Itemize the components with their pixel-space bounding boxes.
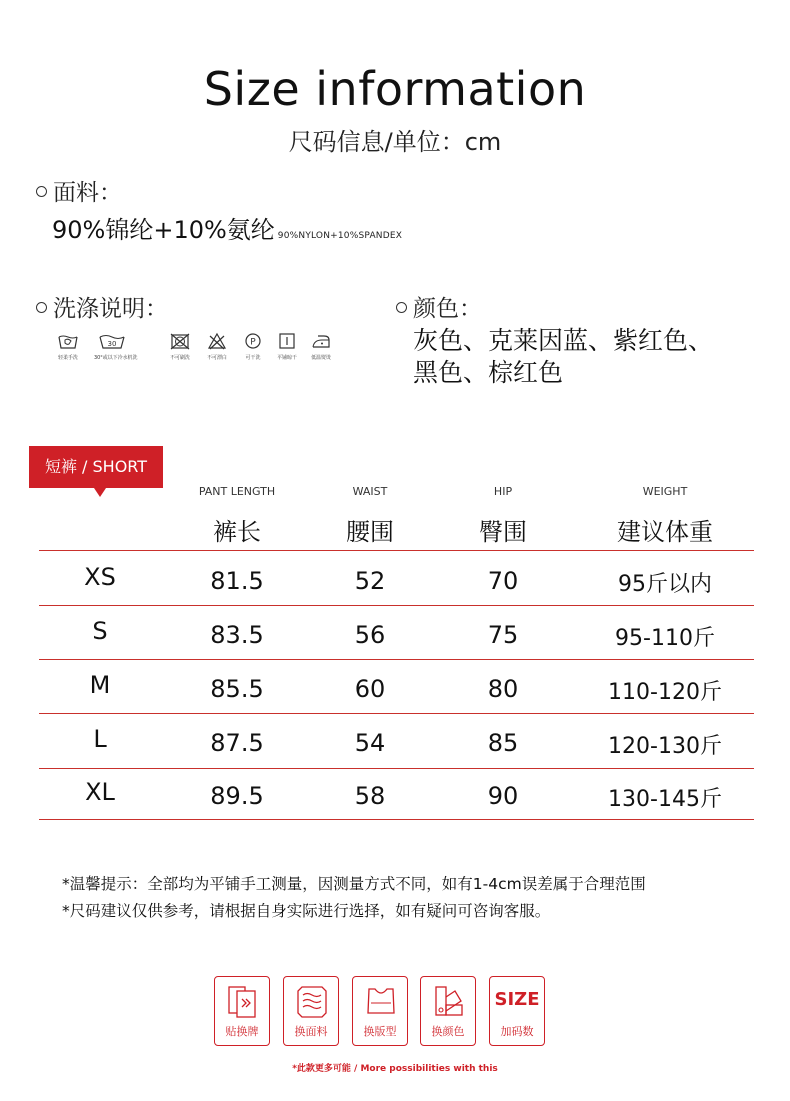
table-row xyxy=(0,778,790,814)
col-en-weight: WEIGHT xyxy=(642,485,688,498)
cell-hip: 70 xyxy=(487,567,519,595)
option-label: 加码数 xyxy=(500,1025,534,1038)
option-label: 换颜色 xyxy=(431,1025,465,1038)
no-bleach-icon xyxy=(207,332,227,350)
page-title: Size information xyxy=(203,62,587,116)
col-en-length: PANT LENGTH xyxy=(198,485,276,498)
table-rule xyxy=(39,605,754,606)
col-cn-weight: 建议体重 xyxy=(617,518,713,546)
option-color[interactable] xyxy=(420,976,476,1046)
wash-label: 30°或以下冷水机洗 xyxy=(94,355,138,361)
footer-note: *此款更多可能 / More possibilities with this xyxy=(292,1064,498,1074)
fabric-swatch-icon xyxy=(292,983,332,1021)
cell-weight: 120-130斤 xyxy=(608,734,722,759)
note-measurement: *温馨提示：全部均为平铺手工测量，因测量方式不同，如有1-4cm误差属于合理范围 xyxy=(62,875,646,893)
table-row xyxy=(0,617,790,653)
table-row xyxy=(0,563,790,599)
short-tag: 短裤 / SHORT xyxy=(29,446,163,488)
col-cn-length: 裤长 xyxy=(213,518,261,546)
option-label: 换版型 xyxy=(363,1025,397,1038)
cell-length: 87.5 xyxy=(210,729,264,757)
cell-length: 83.5 xyxy=(210,621,264,649)
colors-heading-label: 颜色： xyxy=(413,296,482,322)
option-size[interactable] xyxy=(489,976,545,1046)
col-en-waist: WAIST xyxy=(352,485,388,498)
dry-clean-p-icon xyxy=(243,332,263,350)
cell-weight: 95斤以内 xyxy=(618,572,712,597)
iron-low-icon xyxy=(310,332,332,350)
machine-wash-30-icon xyxy=(98,332,126,350)
size-icon: SIZE xyxy=(494,989,540,1010)
colors-line-1: 灰色、克莱因蓝、紫红色、 xyxy=(413,326,714,355)
colors-list xyxy=(413,325,753,389)
bullet-icon xyxy=(36,186,47,197)
cell-hip: 90 xyxy=(487,782,519,810)
wash-label: 平铺晾干 xyxy=(277,355,297,361)
wash-icons xyxy=(48,332,348,372)
option-label-tag[interactable] xyxy=(214,976,270,1046)
wash-item xyxy=(301,332,341,361)
cell-length: 89.5 xyxy=(210,782,264,810)
fabric-composition xyxy=(52,210,402,245)
fabric-heading xyxy=(36,174,122,207)
table-rule xyxy=(39,768,754,769)
cell-size: L xyxy=(93,725,107,753)
cell-waist: 52 xyxy=(354,567,386,595)
cell-size: M xyxy=(89,671,111,699)
wash-item xyxy=(92,332,138,361)
table-row xyxy=(0,671,790,707)
fabric-heading-label: 面料： xyxy=(53,180,122,206)
cell-hip: 85 xyxy=(487,729,519,757)
wash-item xyxy=(160,332,200,361)
wash-label: 轻柔手洗 xyxy=(58,355,78,361)
wash-item xyxy=(197,332,237,361)
option-label: 贴换牌 xyxy=(225,1025,259,1038)
cell-size: S xyxy=(92,617,108,645)
cell-length: 85.5 xyxy=(210,675,264,703)
cell-weight: 130-145斤 xyxy=(608,787,722,812)
cell-size: XL xyxy=(85,778,115,806)
option-fabric[interactable] xyxy=(283,976,339,1046)
svg-text:P: P xyxy=(250,337,256,348)
wash-item xyxy=(48,332,88,361)
note-size-advice: *尺码建议仅供参考，请根据自身实际进行选择，如有疑问可咨询客服。 xyxy=(62,902,551,920)
page-subtitle: 尺码信息/单位：cm xyxy=(288,128,502,156)
cell-hip: 80 xyxy=(487,675,519,703)
option-label: 换面料 xyxy=(294,1025,328,1038)
fabric-cn: 90%锦纶+10%氨纶 xyxy=(52,216,275,244)
table-rule xyxy=(39,550,754,551)
bullet-icon xyxy=(396,302,407,313)
table-row xyxy=(0,725,790,761)
label-tag-icon xyxy=(223,983,263,1021)
col-en-hip: HIP xyxy=(493,485,513,498)
cell-size: XS xyxy=(84,563,116,591)
col-cn-waist: 腰围 xyxy=(346,518,394,546)
table-rule xyxy=(39,659,754,660)
no-tumble-dry-icon xyxy=(169,332,191,350)
svg-text:30: 30 xyxy=(107,340,117,348)
wash-label: 可干洗 xyxy=(245,355,261,361)
cell-waist: 60 xyxy=(354,675,386,703)
wash-heading xyxy=(36,290,168,323)
cell-length: 81.5 xyxy=(210,567,264,595)
option-pattern[interactable] xyxy=(352,976,408,1046)
tag-arrow-icon xyxy=(94,488,106,497)
table-rule xyxy=(39,713,754,714)
cell-weight: 95-110斤 xyxy=(615,626,715,651)
colors-line-2: 黑色、棕红色 xyxy=(413,358,564,387)
colors-heading xyxy=(396,290,482,323)
cell-waist: 54 xyxy=(354,729,386,757)
color-swatch-icon xyxy=(429,983,469,1021)
wash-label: 不可漂白 xyxy=(207,355,227,361)
garment-top-icon xyxy=(361,983,401,1021)
table-rule xyxy=(39,819,754,820)
wash-label: 低温熨烫 xyxy=(311,355,331,361)
cell-weight: 110-120斤 xyxy=(608,680,722,705)
cell-waist: 56 xyxy=(354,621,386,649)
hand-wash-icon xyxy=(57,332,79,350)
fabric-en: 90%NYLON+10%SPANDEX xyxy=(277,231,403,241)
cell-waist: 58 xyxy=(354,782,386,810)
bullet-icon xyxy=(36,302,47,313)
wash-heading-label: 洗涤说明： xyxy=(53,296,168,322)
wash-label: 不可刷洗 xyxy=(170,355,190,361)
col-cn-hip: 臀围 xyxy=(479,518,527,546)
flat-dry-icon xyxy=(277,332,297,350)
cell-hip: 75 xyxy=(487,621,519,649)
